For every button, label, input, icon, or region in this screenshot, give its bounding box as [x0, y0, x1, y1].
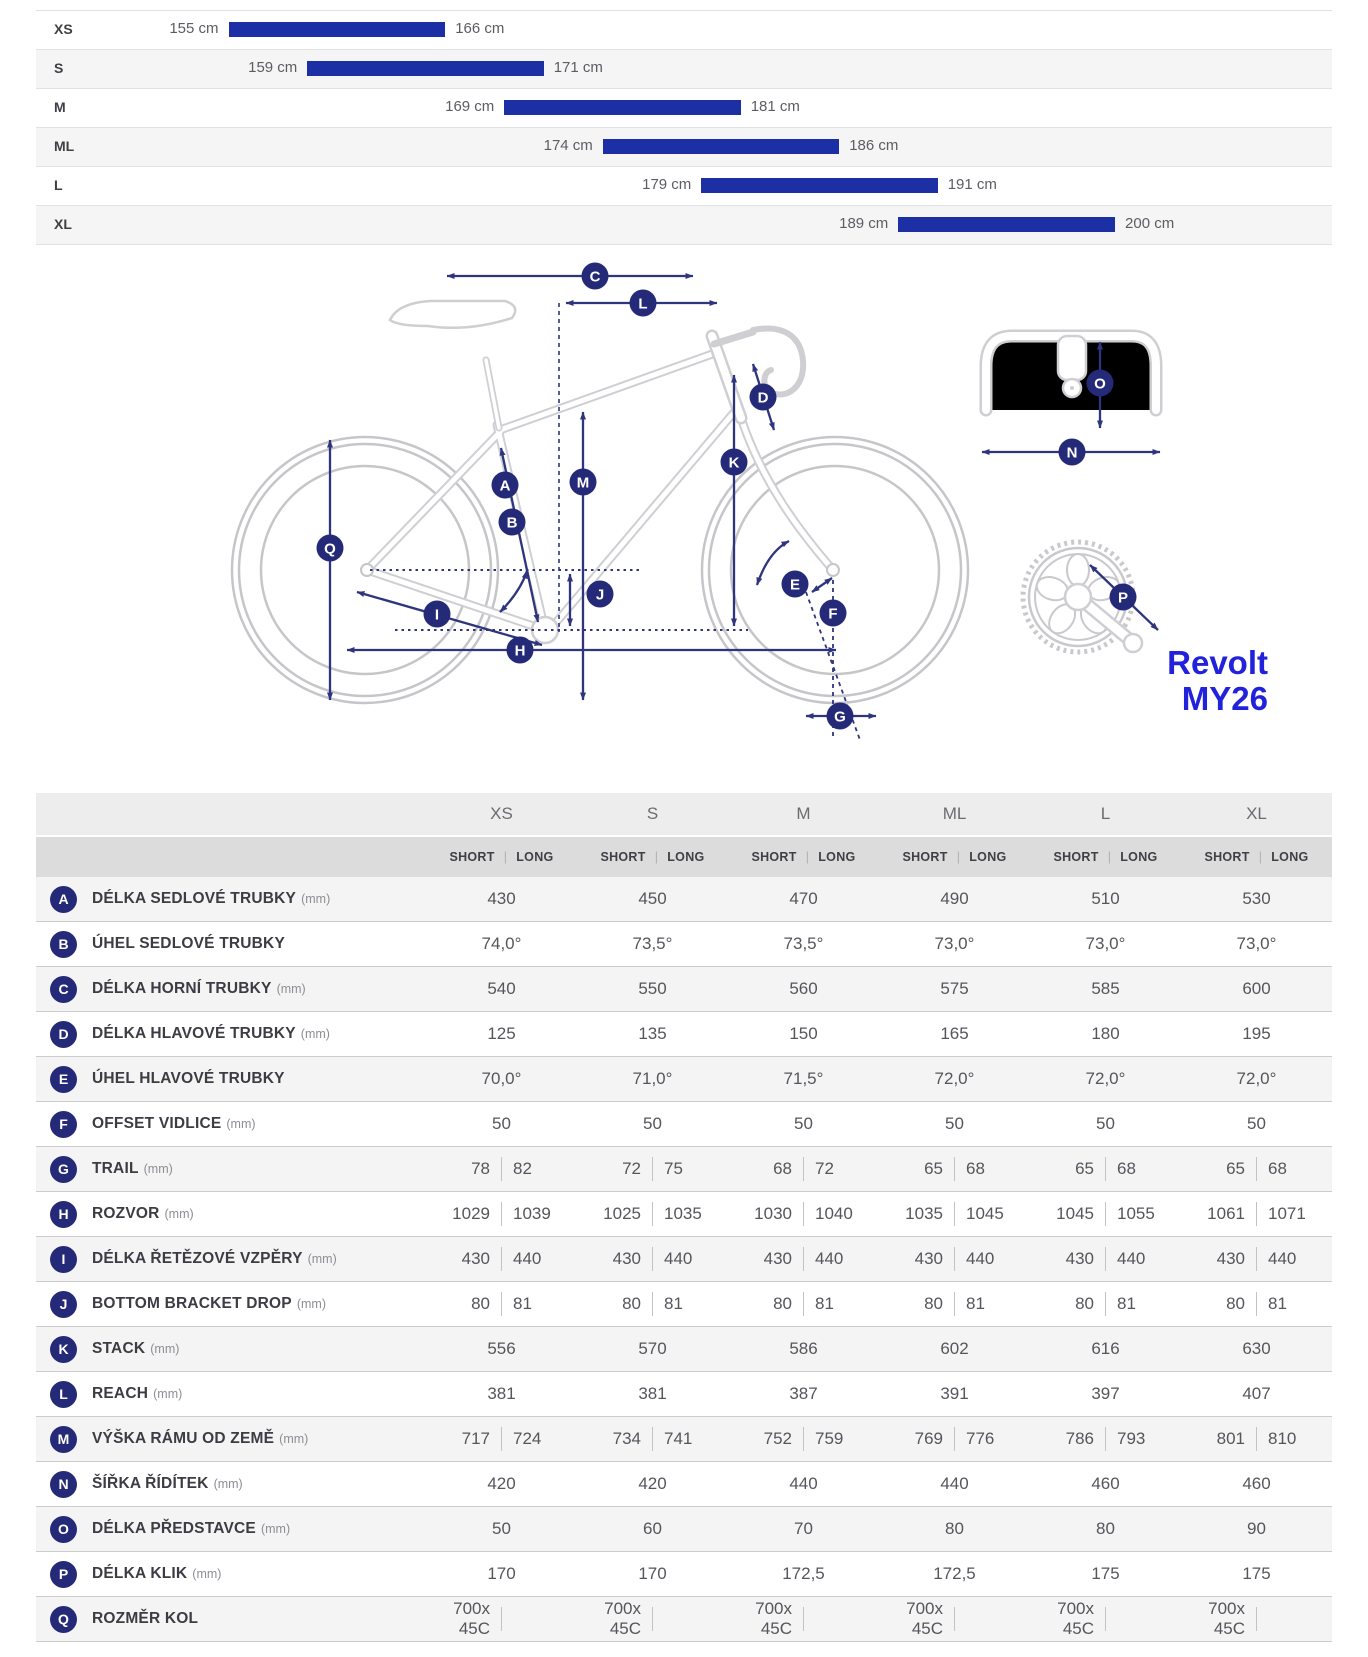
- value-cell: 65 68: [879, 1157, 1030, 1181]
- value-cell: 175: [1091, 1564, 1120, 1583]
- dimension-unit: (mm): [150, 1342, 180, 1356]
- min-height-label: 174 cm: [543, 137, 593, 154]
- dimension-label: VÝŠKA RÁMU OD ZEMĚ: [92, 1430, 275, 1447]
- dimension-letter-badge: B: [50, 931, 77, 958]
- dimension-label-cell: [36, 1471, 426, 1498]
- svg-text:L: L: [638, 295, 648, 313]
- svg-text:O: O: [1094, 375, 1106, 393]
- value-cell: 65 68: [1030, 1157, 1181, 1181]
- dimension-label-cell: [36, 1381, 426, 1408]
- geometry-row-o: [36, 1507, 1332, 1552]
- value-cell: 700x 45C: [426, 1599, 577, 1639]
- short-long-header: SHORT | LONG: [1053, 850, 1158, 864]
- max-height-label: 191 cm: [947, 176, 997, 193]
- dimension-letter-badge: H: [50, 1201, 77, 1228]
- size-column-header-ml: ML: [942, 804, 967, 823]
- value-cell: 530: [1242, 889, 1271, 908]
- dimension-letter-badge: C: [50, 976, 77, 1003]
- dimension-label: TRAIL: [92, 1160, 139, 1177]
- value-cell: 510: [1091, 889, 1120, 908]
- geometry-table: [36, 793, 1332, 1642]
- dimension-letter-badge: D: [50, 1021, 77, 1048]
- value-cell: 460: [1091, 1474, 1120, 1493]
- dimension-unit: (mm): [192, 1567, 222, 1581]
- size-label: ML: [54, 138, 75, 154]
- value-cell: 556: [487, 1339, 516, 1358]
- min-height-label: 159 cm: [248, 59, 298, 76]
- height-range-bar: [504, 100, 740, 115]
- size-label: L: [54, 177, 63, 193]
- value-cell: 172,5: [933, 1564, 976, 1583]
- geometry-row-i: [36, 1237, 1332, 1282]
- svg-text:E: E: [789, 576, 801, 594]
- dimension-badge-p: [1110, 584, 1137, 611]
- dimension-badge-a: [492, 472, 519, 499]
- value-cell: 420: [638, 1474, 667, 1493]
- dimension-label: DÉLKA SEDLOVÉ TRUBKY: [92, 890, 297, 907]
- dimension-unit: (mm): [279, 1432, 309, 1446]
- dimension-letter-badge: I: [50, 1246, 77, 1273]
- geometry-row-m: [36, 1417, 1332, 1462]
- svg-text:Q: Q: [324, 540, 336, 558]
- value-cell: 460: [1242, 1474, 1271, 1493]
- dimension-label: DÉLKA KLIK: [92, 1565, 188, 1582]
- size-column-header-xs: XS: [490, 804, 513, 823]
- value-cell: 172,5: [782, 1564, 825, 1583]
- size-column-header-m: M: [796, 804, 811, 823]
- brand-model-year: MY26: [1181, 680, 1268, 717]
- height-range-bar: [898, 217, 1115, 232]
- short-long-header-row: [36, 837, 1332, 877]
- dimension-label-cell: [36, 1156, 426, 1183]
- height-range-bar: [701, 178, 937, 193]
- max-height-label: 166 cm: [455, 20, 505, 37]
- dimension-badge-c: [582, 263, 609, 290]
- value-cell: 700x 45C: [577, 1599, 728, 1639]
- value-cell: 80 81: [1181, 1292, 1332, 1316]
- dimension-label: ŠÍŘKA ŘÍDÍTEK: [92, 1475, 209, 1492]
- dimension-letter-badge: K: [50, 1336, 77, 1363]
- value-cell: 165: [940, 1024, 969, 1043]
- value-cell: 1025 1035: [577, 1202, 728, 1226]
- value-cell: 90: [1247, 1519, 1266, 1538]
- dimension-label: ÚHEL HLAVOVÉ TRUBKY: [92, 1070, 285, 1087]
- value-cell: 585: [1091, 979, 1120, 998]
- size-label: S: [54, 60, 64, 76]
- value-cell: 73,5°: [632, 934, 673, 953]
- short-long-header: SHORT | LONG: [751, 850, 856, 864]
- svg-text:M: M: [576, 474, 590, 492]
- value-cell: 700x 45C: [1181, 1599, 1332, 1639]
- svg-text:I: I: [434, 606, 440, 624]
- value-cell: 387: [789, 1384, 818, 1403]
- stem-clamp: [1058, 336, 1086, 380]
- value-cell: 80 81: [577, 1292, 728, 1316]
- size-row-m[interactable]: [36, 89, 1332, 128]
- max-height-label: 171 cm: [553, 59, 603, 76]
- dimension-letter-badge: A: [50, 886, 77, 913]
- value-cell: 80 81: [728, 1292, 879, 1316]
- dimension-label: OFFSET VIDLICE: [92, 1115, 222, 1132]
- geometry-row-d: [36, 1012, 1332, 1057]
- value-cell: 135: [638, 1024, 667, 1043]
- dimension-badge-h: [507, 637, 534, 664]
- dimension-letter-badge: G: [50, 1156, 77, 1183]
- dimension-label: DÉLKA HLAVOVÉ TRUBKY: [92, 1025, 296, 1042]
- value-cell: 430 440: [426, 1247, 577, 1271]
- value-cell: 70,0°: [481, 1069, 522, 1088]
- max-height-label: 200 cm: [1125, 215, 1175, 232]
- dimension-letter-badge: M: [50, 1426, 77, 1453]
- dimension-label-cell: [36, 931, 426, 958]
- value-cell: 570: [638, 1339, 667, 1358]
- height-range-bar: [229, 22, 446, 37]
- svg-text:N: N: [1066, 444, 1078, 462]
- dimension-label: DÉLKA ŘETĚZOVÉ VZPĚRY: [92, 1250, 303, 1267]
- value-cell: 72,0°: [1236, 1069, 1277, 1088]
- dimension-letter-badge: F: [50, 1111, 77, 1138]
- value-cell: 50: [492, 1519, 511, 1538]
- value-cell: 1045 1055: [1030, 1202, 1181, 1226]
- value-cell: 540: [487, 979, 516, 998]
- value-cell: 170: [487, 1564, 516, 1583]
- dimension-badge-q: [317, 535, 344, 562]
- dimension-label-cell: [36, 1336, 426, 1363]
- value-cell: 470: [789, 889, 818, 908]
- dimension-letter-badge: E: [50, 1066, 77, 1093]
- size-row-s[interactable]: [36, 50, 1332, 89]
- value-cell: 786 793: [1030, 1427, 1181, 1451]
- dimension-badge-l: [630, 290, 657, 317]
- geometry-row-q: [36, 1597, 1332, 1642]
- dimension-label-cell: [36, 1426, 426, 1453]
- dimension-unit: (mm): [226, 1117, 256, 1131]
- value-cell: 430 440: [728, 1247, 879, 1271]
- bike-diagram-svg: [0, 240, 1368, 750]
- value-cell: 73,5°: [783, 934, 824, 953]
- value-cell: 430 440: [1181, 1247, 1332, 1271]
- svg-text:A: A: [499, 477, 511, 495]
- value-cell: 700x 45C: [728, 1599, 879, 1639]
- max-height-label: 186 cm: [849, 137, 899, 154]
- dimension-unit: (mm): [260, 1522, 291, 1536]
- geometry-row-a: [36, 877, 1332, 922]
- value-cell: 150: [789, 1024, 818, 1043]
- value-cell: 50: [492, 1114, 511, 1133]
- value-cell: 440: [789, 1474, 818, 1493]
- value-cell: 602: [940, 1339, 969, 1358]
- value-cell: 616: [1091, 1339, 1120, 1358]
- value-cell: 78 82: [426, 1157, 577, 1181]
- value-cell: 700x 45C: [879, 1599, 1030, 1639]
- value-cell: 170: [638, 1564, 667, 1583]
- dimension-badge-e: [782, 571, 809, 598]
- value-cell: 72,0°: [934, 1069, 975, 1088]
- value-cell: 74,0°: [481, 934, 522, 953]
- geometry-row-h: [36, 1192, 1332, 1237]
- dimension-unit: (mm): [164, 1207, 194, 1221]
- dimension-badge-g: [827, 703, 854, 730]
- value-cell: 125: [487, 1024, 516, 1043]
- dimension-label: ROZVOR: [92, 1205, 160, 1222]
- value-cell: 630: [1242, 1339, 1271, 1358]
- value-cell: 50: [1247, 1114, 1266, 1133]
- value-cell: 80 81: [426, 1292, 577, 1316]
- min-height-label: 189 cm: [839, 215, 889, 232]
- value-cell: 80: [1096, 1519, 1115, 1538]
- geometry-row-c: [36, 967, 1332, 1012]
- height-range-bar: [603, 139, 839, 154]
- max-height-label: 181 cm: [750, 98, 800, 115]
- svg-text:H: H: [514, 642, 526, 660]
- size-column-header-s: S: [646, 804, 659, 823]
- value-cell: 72 75: [577, 1157, 728, 1181]
- saddle: [390, 301, 515, 328]
- value-cell: 80: [945, 1519, 964, 1538]
- size-row-ml[interactable]: [36, 128, 1332, 167]
- value-cell: 490: [940, 889, 969, 908]
- dimension-label-cell: [36, 886, 426, 913]
- dimension-badge-b: [499, 509, 526, 536]
- value-cell: 430 440: [577, 1247, 728, 1271]
- dimension-label: BOTTOM BRACKET DROP: [92, 1295, 292, 1312]
- dimension-letter-badge: O: [50, 1516, 77, 1543]
- value-cell: 586: [789, 1339, 818, 1358]
- dimension-unit: (mm): [296, 1297, 326, 1311]
- dimension-label-cell: [36, 1291, 426, 1318]
- dimension-unit: (mm): [307, 1252, 337, 1266]
- svg-text:G: G: [834, 708, 846, 726]
- value-cell: 440: [940, 1474, 969, 1493]
- value-cell: 600: [1242, 979, 1271, 998]
- value-cell: 575: [940, 979, 969, 998]
- size-header-row: [36, 793, 1332, 837]
- value-cell: 68 72: [728, 1157, 879, 1181]
- value-cell: 397: [1091, 1384, 1120, 1403]
- dimension-label: ROZMĚR KOL: [92, 1610, 199, 1627]
- value-cell: 73,0°: [1236, 934, 1277, 953]
- dimension-letter-badge: N: [50, 1471, 77, 1498]
- size-row-xs[interactable]: [36, 11, 1332, 50]
- value-cell: 50: [1096, 1114, 1115, 1133]
- value-cell: 550: [638, 979, 667, 998]
- value-cell: 1030 1040: [728, 1202, 879, 1226]
- geometry-row-f: [36, 1102, 1332, 1147]
- value-cell: 430 440: [879, 1247, 1030, 1271]
- value-cell: 70: [794, 1519, 813, 1538]
- value-cell: 73,0°: [934, 934, 975, 953]
- value-cell: 430: [487, 889, 516, 908]
- svg-text:D: D: [757, 389, 769, 407]
- dimension-label-cell: [36, 1561, 426, 1588]
- dimension-unit: (mm): [143, 1162, 173, 1176]
- dimension-label-cell: [36, 1021, 426, 1048]
- value-cell: 180: [1091, 1024, 1120, 1043]
- geometry-row-n: [36, 1462, 1332, 1507]
- value-cell: 73,0°: [1085, 934, 1126, 953]
- value-cell: 752 759: [728, 1427, 879, 1451]
- min-height-label: 179 cm: [642, 176, 692, 193]
- value-cell: 72,0°: [1085, 1069, 1126, 1088]
- min-height-label: 155 cm: [169, 20, 219, 37]
- value-cell: 430 440: [1030, 1247, 1181, 1271]
- bike-geometry-diagram: [0, 240, 1368, 750]
- dimension-badge-i: [424, 601, 451, 628]
- geometry-row-b: [36, 922, 1332, 967]
- dimension-badge-o: [1087, 370, 1114, 397]
- value-cell: 50: [643, 1114, 662, 1133]
- value-cell: 50: [794, 1114, 813, 1133]
- short-long-header: SHORT | LONG: [600, 850, 705, 864]
- dimension-badge-d: [750, 384, 777, 411]
- dimension-label-cell: [36, 1066, 426, 1093]
- value-cell: 71,5°: [783, 1069, 824, 1088]
- dimension-unit: (mm): [213, 1477, 243, 1491]
- dimension-label: STACK: [92, 1340, 146, 1357]
- geometry-table-body: [36, 877, 1332, 1642]
- value-cell: 407: [1242, 1384, 1271, 1403]
- value-cell: 50: [945, 1114, 964, 1133]
- value-cell: 60: [643, 1519, 662, 1538]
- dimension-letter-badge: L: [50, 1381, 77, 1408]
- geometry-row-k: [36, 1327, 1332, 1372]
- rider-height-chart: [36, 10, 1332, 245]
- dimension-letter-badge: Q: [50, 1606, 77, 1633]
- dimension-badge-f: [820, 600, 847, 627]
- geometry-row-j: [36, 1282, 1332, 1327]
- dimension-label-cell: [36, 1516, 426, 1543]
- value-cell: 80 81: [1030, 1292, 1181, 1316]
- dimension-unit: (mm): [301, 892, 331, 906]
- size-label: XS: [54, 21, 73, 37]
- dimension-label: REACH: [92, 1385, 149, 1402]
- value-cell: 1035 1045: [879, 1202, 1030, 1226]
- value-cell: 71,0°: [632, 1069, 673, 1088]
- dimension-label: DÉLKA PŘEDSTAVCE: [92, 1520, 256, 1537]
- short-long-header: SHORT | LONG: [1204, 850, 1309, 864]
- value-cell: 65 68: [1181, 1157, 1332, 1181]
- value-cell: 700x 45C: [1030, 1599, 1181, 1639]
- height-range-bar: [307, 61, 543, 76]
- value-cell: 1029 1039: [426, 1202, 577, 1226]
- value-cell: 420: [487, 1474, 516, 1493]
- dimension-letter-badge: J: [50, 1291, 77, 1318]
- value-cell: 801 810: [1181, 1427, 1332, 1451]
- dimension-label-cell: [36, 976, 426, 1003]
- dimension-badge-k: [721, 449, 748, 476]
- value-cell: 195: [1242, 1024, 1271, 1043]
- svg-text:B: B: [506, 514, 518, 532]
- value-cell: 769 776: [879, 1427, 1030, 1451]
- size-column-header-l: L: [1100, 804, 1111, 823]
- geometry-row-e: [36, 1057, 1332, 1102]
- brand-name: Revolt: [1167, 644, 1268, 681]
- geometry-row-g: [36, 1147, 1332, 1192]
- geometry-row-l: [36, 1372, 1332, 1417]
- size-label: M: [54, 99, 66, 115]
- size-column-header-xl: XL: [1246, 804, 1267, 823]
- dimension-unit: (mm): [300, 1027, 330, 1041]
- dimension-label-cell: [36, 1606, 426, 1633]
- value-cell: 175: [1242, 1564, 1271, 1583]
- value-cell: 381: [638, 1384, 667, 1403]
- svg-text:K: K: [728, 454, 740, 472]
- svg-text:F: F: [828, 605, 838, 623]
- short-long-header: SHORT | LONG: [902, 850, 1007, 864]
- value-cell: 391: [940, 1384, 969, 1403]
- size-row-l[interactable]: [36, 167, 1332, 206]
- value-cell: 734 741: [577, 1427, 728, 1451]
- dimension-label-cell: [36, 1111, 426, 1138]
- geometry-row-p: [36, 1552, 1332, 1597]
- dimension-unit: (mm): [153, 1387, 183, 1401]
- svg-text:P: P: [1117, 589, 1129, 607]
- size-label: XL: [54, 216, 72, 232]
- dimension-label-cell: [36, 1246, 426, 1273]
- short-long-header: SHORT | LONG: [449, 850, 554, 864]
- svg-text:C: C: [589, 268, 601, 286]
- dimension-label: ÚHEL SEDLOVÉ TRUBKY: [92, 935, 285, 952]
- dimension-unit: (mm): [276, 982, 306, 996]
- value-cell: 450: [638, 889, 667, 908]
- value-cell: 80 81: [879, 1292, 1030, 1316]
- value-cell: 1061 1071: [1181, 1202, 1332, 1226]
- handlebar-front-view: [986, 336, 1156, 410]
- dimension-label-cell: [36, 1201, 426, 1228]
- dimension-badge-n: [1059, 439, 1086, 466]
- dimension-badge-m: [570, 469, 597, 496]
- dimension-letter-badge: P: [50, 1561, 77, 1588]
- value-cell: 560: [789, 979, 818, 998]
- dimension-label: DÉLKA HORNÍ TRUBKY: [92, 980, 272, 997]
- value-cell: 717 724: [426, 1427, 577, 1451]
- dimension-badge-j: [587, 581, 614, 608]
- svg-text:J: J: [595, 586, 605, 604]
- min-height-label: 169 cm: [445, 98, 495, 115]
- value-cell: 381: [487, 1384, 516, 1403]
